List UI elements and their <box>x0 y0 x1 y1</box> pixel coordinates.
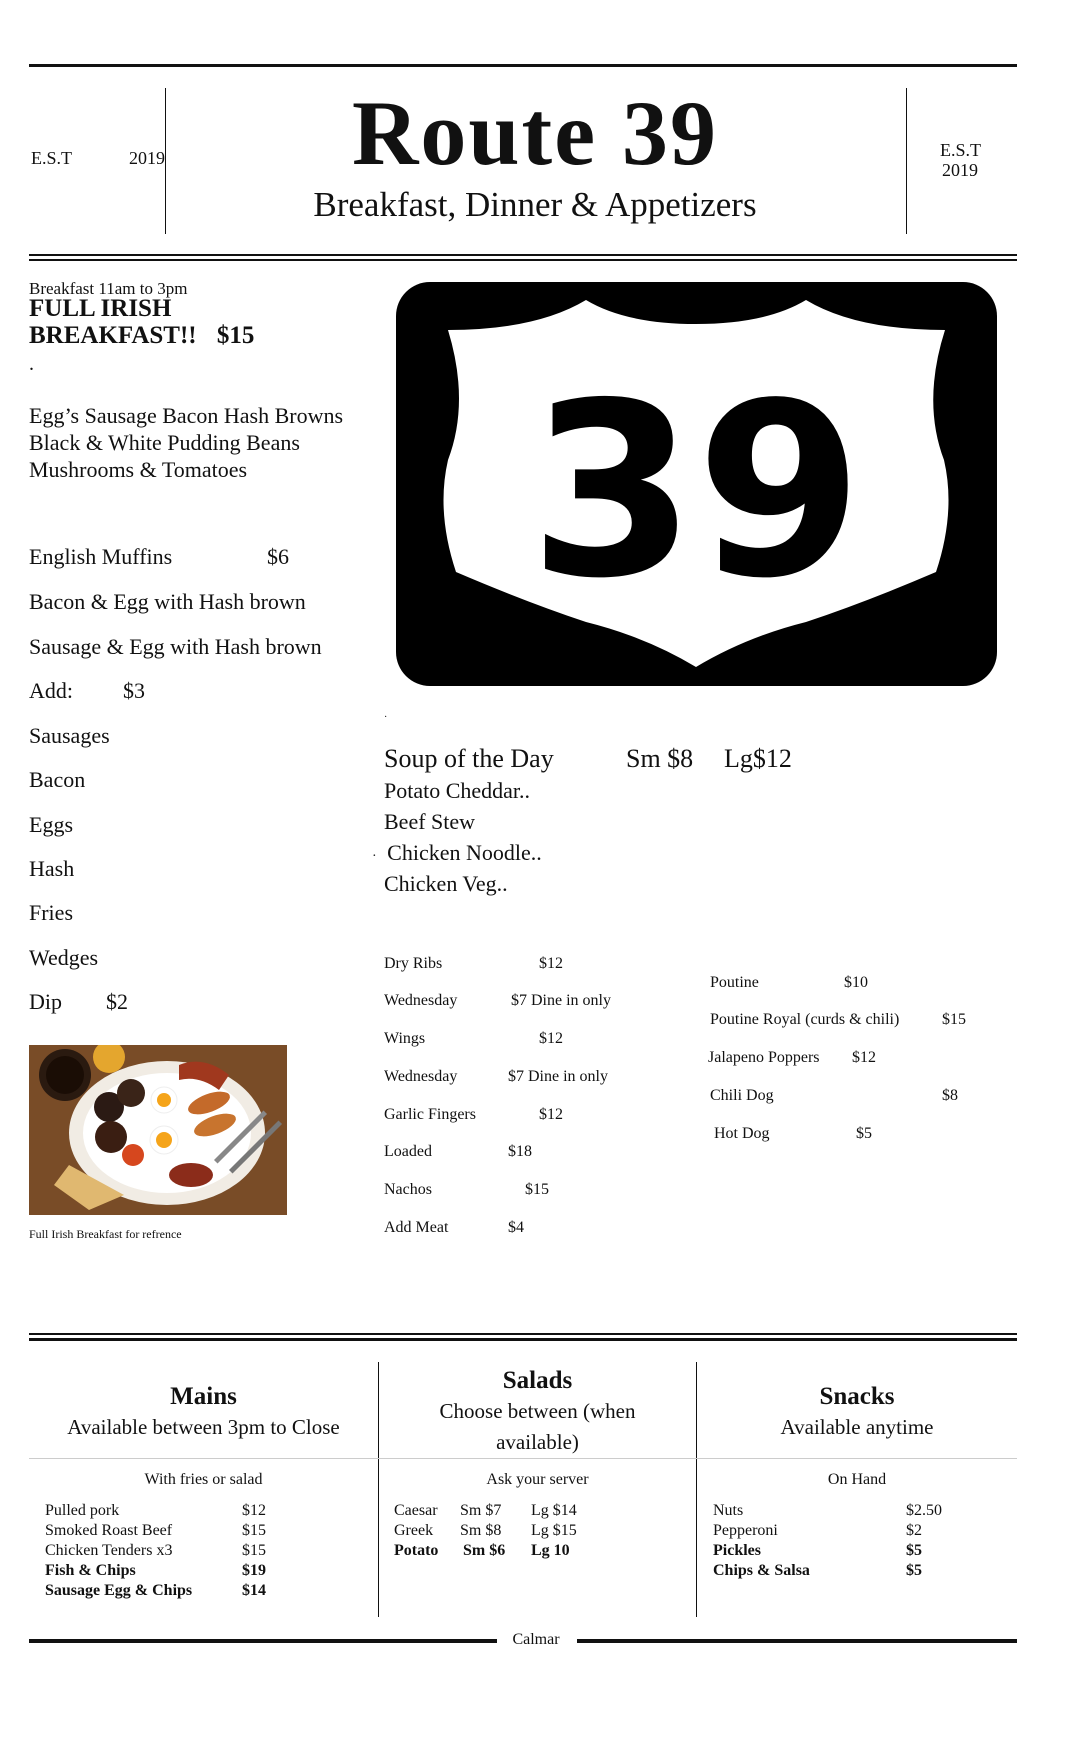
breakfast-item-0 <box>29 544 289 570</box>
item-name: Wings <box>384 1030 426 1047</box>
item-price: $19 <box>242 1562 266 1579</box>
item-price: $2 <box>906 1522 922 1539</box>
item-price: $15 <box>942 1011 966 1028</box>
item-price: $15 <box>525 1181 549 1198</box>
item-name: Sausage Egg & Chips <box>45 1582 193 1599</box>
app-left-0 <box>384 955 563 973</box>
item-price: $3 <box>123 678 145 703</box>
salads-item-2 <box>394 1541 570 1561</box>
breakfast-item-10 <box>29 989 128 1015</box>
item-name: Hot Dog <box>714 1125 770 1142</box>
breakfast-item-9: Wedges <box>29 945 99 970</box>
soup-item-0: Potato Cheddar.. <box>384 778 531 803</box>
breakfast-desc-line1: Egg’s Sausage Bacon Hash Browns <box>29 403 344 428</box>
snacks-item-1 <box>713 1521 922 1541</box>
lower-mid-rule <box>29 1458 1017 1459</box>
snacks-note: On Hand <box>827 1471 887 1488</box>
soup-bullet: · <box>372 849 377 864</box>
item-name: Wednesday <box>384 1068 458 1085</box>
year-left: 2019 <box>129 148 165 168</box>
item-price: $2.50 <box>906 1502 942 1519</box>
item-lg-price: Lg $15 <box>531 1522 577 1539</box>
item-price: $6 <box>267 544 289 569</box>
page-subtitle: Breakfast, Dinner & Appetizers <box>313 185 757 224</box>
item-name: Fish & Chips <box>45 1562 136 1579</box>
item-price: $14 <box>242 1582 266 1599</box>
header-divider-left <box>165 88 166 234</box>
footer-rule-left <box>29 1639 497 1643</box>
item-sm-price: Sm $8 <box>460 1522 502 1539</box>
item-price: $5 <box>906 1542 922 1559</box>
item-sm-price: Sm $7 <box>460 1502 502 1519</box>
soup-lg-price: Lg$12 <box>724 744 792 773</box>
item-price: $5 <box>856 1125 872 1142</box>
mains-note: With fries or salad <box>144 1471 263 1488</box>
footer-rule-right <box>577 1639 1017 1643</box>
salads-item-1 <box>394 1521 577 1541</box>
item-name: Dip <box>29 989 62 1014</box>
item-name: Wednesday <box>384 992 458 1009</box>
header-bottom-rule-2 <box>29 259 1017 261</box>
salads-subtitle-line2: available) <box>496 1430 579 1454</box>
app-left-6 <box>384 1181 549 1199</box>
breakfast-desc-line2: Black & White Pudding Beans <box>29 430 300 455</box>
mains-item-1 <box>45 1521 266 1541</box>
photo-caption: Full Irish Breakfast for refrence <box>29 1227 182 1241</box>
breakfast-plate-illustration <box>29 1045 287 1215</box>
app-left-2 <box>384 1030 563 1048</box>
item-name: Chips & Salsa <box>713 1562 810 1579</box>
mains-item-0 <box>45 1501 266 1521</box>
route-39-logo <box>396 282 997 686</box>
item-price: $12 <box>539 1030 563 1047</box>
item-name: Dry Ribs <box>384 955 443 972</box>
snacks-item-0 <box>713 1501 942 1521</box>
app-right-2 <box>708 1049 876 1067</box>
lower-top-rule-2 <box>29 1338 1017 1341</box>
snacks-item-3 <box>713 1561 922 1581</box>
top-rule <box>29 64 1017 67</box>
item-price: $4 <box>508 1219 524 1236</box>
breakfast-photo <box>29 1045 287 1215</box>
item-price: $7 Dine in only <box>508 1068 608 1085</box>
item-price: $12 <box>539 1106 563 1123</box>
app-left-1 <box>384 992 611 1010</box>
breakfast-hours: Breakfast 11am to 3pm <box>29 279 188 298</box>
breakfast-item-5: Bacon <box>29 767 86 792</box>
mains-item-3 <box>45 1561 266 1581</box>
app-left-3 <box>384 1068 608 1086</box>
header-bottom-rule <box>29 254 1017 256</box>
breakfast-title-line1: FULL IRISH <box>29 295 172 322</box>
breakfast-item-3 <box>29 678 145 704</box>
app-right-3 <box>710 1087 958 1105</box>
page-title: Route 39 <box>351 82 719 184</box>
item-sm-price: Sm $6 <box>463 1542 506 1559</box>
app-right-1 <box>710 1011 966 1029</box>
snacks-subtitle: Available anytime <box>780 1415 934 1439</box>
item-price: $8 <box>942 1087 958 1104</box>
app-left-4 <box>384 1106 563 1124</box>
breakfast-item-7: Hash <box>29 856 75 881</box>
mains-title: Mains <box>170 1383 237 1410</box>
item-name: English Muffins <box>29 544 173 569</box>
snacks-item-2 <box>713 1541 922 1561</box>
item-name: Potato <box>394 1542 439 1559</box>
app-left-7 <box>384 1219 524 1237</box>
item-name: Garlic Fingers <box>384 1106 476 1123</box>
lower-top-rule <box>29 1333 1017 1335</box>
breakfast-dot: . <box>29 353 34 375</box>
soup-item-2 <box>372 840 542 866</box>
footer-location: Calmar <box>512 1631 560 1648</box>
logo-number: 39 <box>529 351 863 631</box>
item-price: $15 <box>242 1522 266 1539</box>
snacks-title: Snacks <box>819 1383 895 1410</box>
salads-item-0 <box>394 1501 577 1521</box>
item-price: $2 <box>106 989 128 1014</box>
item-name: Pulled pork <box>45 1502 120 1519</box>
item-name: Add: <box>29 678 73 703</box>
breakfast-item-8: Fries <box>29 900 73 925</box>
breakfast-item-1: Bacon & Egg with Hash brown <box>29 589 306 614</box>
item-name: Poutine <box>710 974 759 991</box>
item-name: Nuts <box>713 1502 744 1519</box>
item-name: Loaded <box>384 1143 432 1160</box>
item-name: Pickles <box>713 1542 761 1559</box>
app-left-5 <box>384 1143 532 1161</box>
breakfast-title-price: $15 <box>216 322 255 349</box>
breakfast-item-2: Sausage & Egg with Hash brown <box>29 634 322 659</box>
item-name: Add Meat <box>384 1219 449 1236</box>
app-right-0 <box>710 974 868 992</box>
item-name: Poutine Royal (curds & chili) <box>710 1011 900 1028</box>
soup-sm-price: Sm $8 <box>626 744 694 773</box>
mains-subtitle: Available between 3pm to Close <box>67 1415 340 1439</box>
item-price: $12 <box>539 955 563 972</box>
item-name: Chicken Tenders x3 <box>45 1542 173 1559</box>
item-price: $15 <box>242 1542 266 1559</box>
header-divider-right <box>906 88 907 234</box>
route-shield-icon <box>396 282 997 686</box>
salads-subtitle-line1: Choose between (when <box>439 1399 636 1423</box>
salads-note: Ask your server <box>486 1471 589 1488</box>
item-name: Caesar <box>394 1502 438 1519</box>
soup-item-1: Beef Stew <box>384 809 476 834</box>
item-name: Pepperoni <box>713 1522 778 1539</box>
breakfast-item-6: Eggs <box>29 812 73 837</box>
item-name: Jalapeno Poppers <box>708 1049 820 1066</box>
est-right: E.S.T <box>940 140 982 160</box>
soup-item-3: Chicken Veg.. <box>384 871 508 896</box>
mains-item-2 <box>45 1541 266 1561</box>
item-price: $5 <box>906 1562 922 1579</box>
item-name: Greek <box>394 1522 434 1539</box>
item-name: Nachos <box>384 1181 432 1198</box>
mains-item-4 <box>45 1581 266 1601</box>
soup-title: Soup of the Day <box>384 744 554 773</box>
breakfast-desc-line3: Mushrooms & Tomatoes <box>29 457 248 482</box>
app-right-4 <box>714 1125 872 1143</box>
item-price: $10 <box>844 974 868 991</box>
item-price: $18 <box>508 1143 532 1160</box>
breakfast-title-label: BREAKFAST!! <box>29 322 197 349</box>
est-left: E.S.T <box>31 148 73 168</box>
item-lg-price: Lg 10 <box>531 1542 570 1559</box>
breakfast-title-line2 <box>29 321 254 351</box>
item-lg-price: Lg $14 <box>531 1502 577 1519</box>
soup-item-2-label: Chicken Noodle.. <box>387 840 542 865</box>
item-name: Smoked Roast Beef <box>45 1522 173 1539</box>
item-name: Chili Dog <box>710 1087 774 1104</box>
item-price: $7 Dine in only <box>511 992 611 1009</box>
year-right: 2019 <box>942 160 978 180</box>
salads-title: Salads <box>502 1367 573 1394</box>
item-price: $12 <box>852 1049 876 1066</box>
breakfast-item-4: Sausages <box>29 723 110 748</box>
item-price: $12 <box>242 1502 266 1519</box>
soup-dot: · <box>384 712 388 723</box>
